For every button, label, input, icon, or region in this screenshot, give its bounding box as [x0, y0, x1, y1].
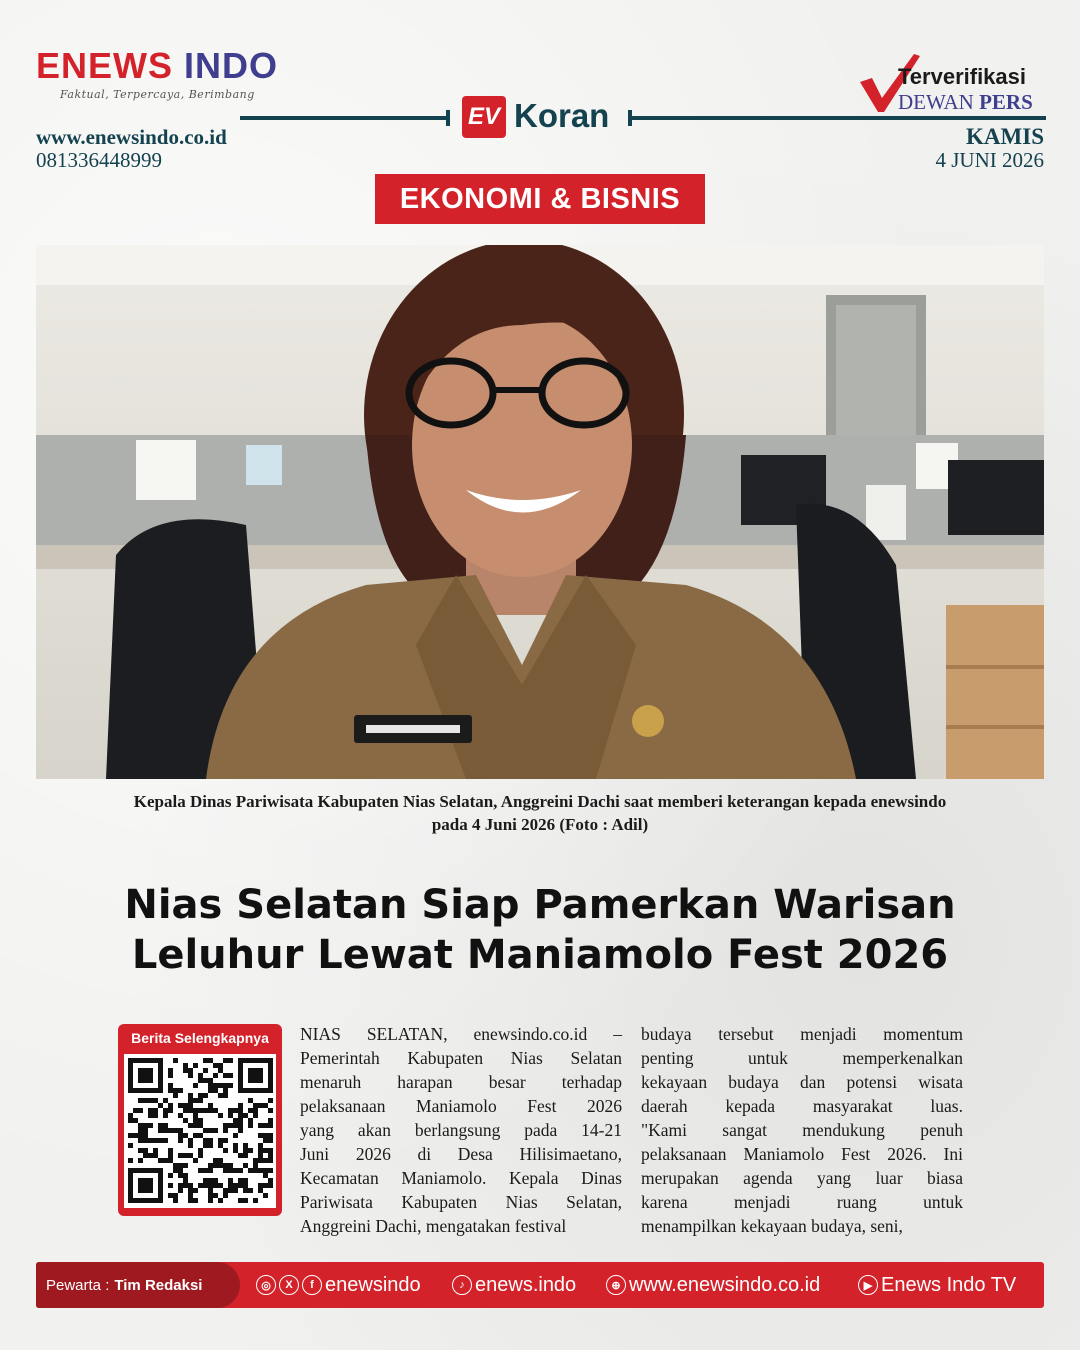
article-line: pelaksanaan Maniamolo Fest 2026	[300, 1096, 622, 1116]
reporter-label: Pewarta :	[46, 1276, 110, 1294]
article-line: budaya tersebut menjadi momentum	[641, 1024, 963, 1044]
facebook-icon[interactable]: f	[302, 1275, 322, 1295]
edition-label: Koran	[514, 97, 610, 134]
headline-line: Nias Selatan Siap Pamerkan Warisan	[124, 882, 956, 928]
article-line: "Kami sangat mendukung penuh	[641, 1120, 963, 1140]
brand-name-part1: ENEWS	[36, 45, 174, 86]
social-links[interactable]	[256, 1262, 421, 1308]
reporter-name: Tim Redaksi	[114, 1276, 203, 1294]
article-line: Anggreini Dachi, mengatakan festival	[300, 1216, 567, 1236]
article-line: menampilkan kekayaan budaya, seni,	[641, 1216, 903, 1236]
category-badge: EKONOMI & BISNIS	[375, 174, 705, 224]
caption-line: Kepala Dinas Pariwisata Kabupaten Nias Selatan, Anggreini Dachi saat memberi keterangan kepada enewsindo	[133, 792, 947, 811]
header-phone: 081336448999	[36, 148, 162, 172]
footer-website[interactable]: www.enewsindo.co.id	[629, 1273, 821, 1296]
article-line: pelaksanaan Maniamolo Fest 2026. Ini	[641, 1144, 963, 1164]
article-line: Juni 2026 di Desa Hilisimaetano,	[300, 1144, 622, 1164]
article-line: kekayaan budaya dan potensi wisata	[641, 1072, 963, 1092]
header-website[interactable]: www.enewsindo.co.id	[36, 125, 227, 149]
youtube-channel[interactable]: Enews Indo TV	[881, 1273, 1017, 1296]
website-link[interactable]	[606, 1262, 820, 1308]
article-line: daerah kepada masyarakat luas.	[641, 1096, 963, 1116]
article-line: yang akan berlangsung pada 14-21	[300, 1120, 622, 1140]
article-photo	[36, 245, 1044, 779]
issue-date: 4 JUNI 2026	[935, 148, 1044, 172]
article-column-2	[641, 1022, 963, 1238]
verified-line2: DEWAN PERS	[898, 90, 1033, 114]
qr-code-icon[interactable]	[124, 1054, 276, 1208]
article-line: NIAS SELATAN, enewsindo.co.id –	[300, 1024, 622, 1044]
tiktok-icon[interactable]: ♪	[452, 1275, 472, 1295]
ev-logo-icon: EV	[462, 96, 506, 138]
verified-badge	[858, 52, 1048, 114]
article-line: Pemerintah Kabupaten Nias Selatan	[300, 1048, 622, 1068]
article-line: menaruh harapan besar terhadap	[300, 1072, 622, 1092]
article-line: karena menjadi ruang untuk	[641, 1192, 963, 1212]
headline-line: Leluhur Lewat Maniamolo Fest 2026	[131, 932, 949, 978]
article-line: merupakan agenda yang luar biasa	[641, 1168, 963, 1188]
qr-label: Berita Selengkapnya	[131, 1030, 269, 1046]
youtube-link[interactable]	[858, 1262, 1016, 1308]
youtube-icon[interactable]: ▶	[858, 1275, 878, 1295]
brand-name-part2: INDO	[184, 45, 279, 86]
reporter-credit	[36, 1262, 240, 1308]
brand-logo	[36, 45, 279, 86]
article-column-1	[300, 1022, 622, 1238]
issue-day: KAMIS	[966, 124, 1044, 149]
tiktok-handle[interactable]: enews.indo	[475, 1273, 577, 1296]
header-rule-cap	[446, 110, 450, 126]
article-line: penting untuk memperkenalkan	[641, 1048, 963, 1068]
article-line: Pariwisata Kabupaten Nias Selatan,	[300, 1192, 622, 1212]
social-handle[interactable]: enewsindo	[325, 1273, 421, 1296]
header-rule-left	[240, 116, 450, 120]
photo-caption	[60, 790, 1020, 836]
instagram-icon[interactable]: ◎	[256, 1275, 276, 1295]
article-headline	[60, 880, 1020, 980]
x-icon[interactable]: X	[279, 1275, 299, 1295]
caption-line: pada 4 Juni 2026 (Foto : Adil)	[431, 815, 649, 834]
header-rule-right	[628, 116, 1046, 120]
globe-icon[interactable]: ⊕	[606, 1275, 626, 1295]
article-line: Kecamatan Maniamolo. Kepala Dinas	[300, 1168, 622, 1188]
verified-line1: Terverifikasi	[898, 64, 1027, 89]
tiktok-link[interactable]	[452, 1262, 576, 1308]
brand-tagline: Faktual, Terpercaya, Berimbang	[60, 88, 255, 101]
